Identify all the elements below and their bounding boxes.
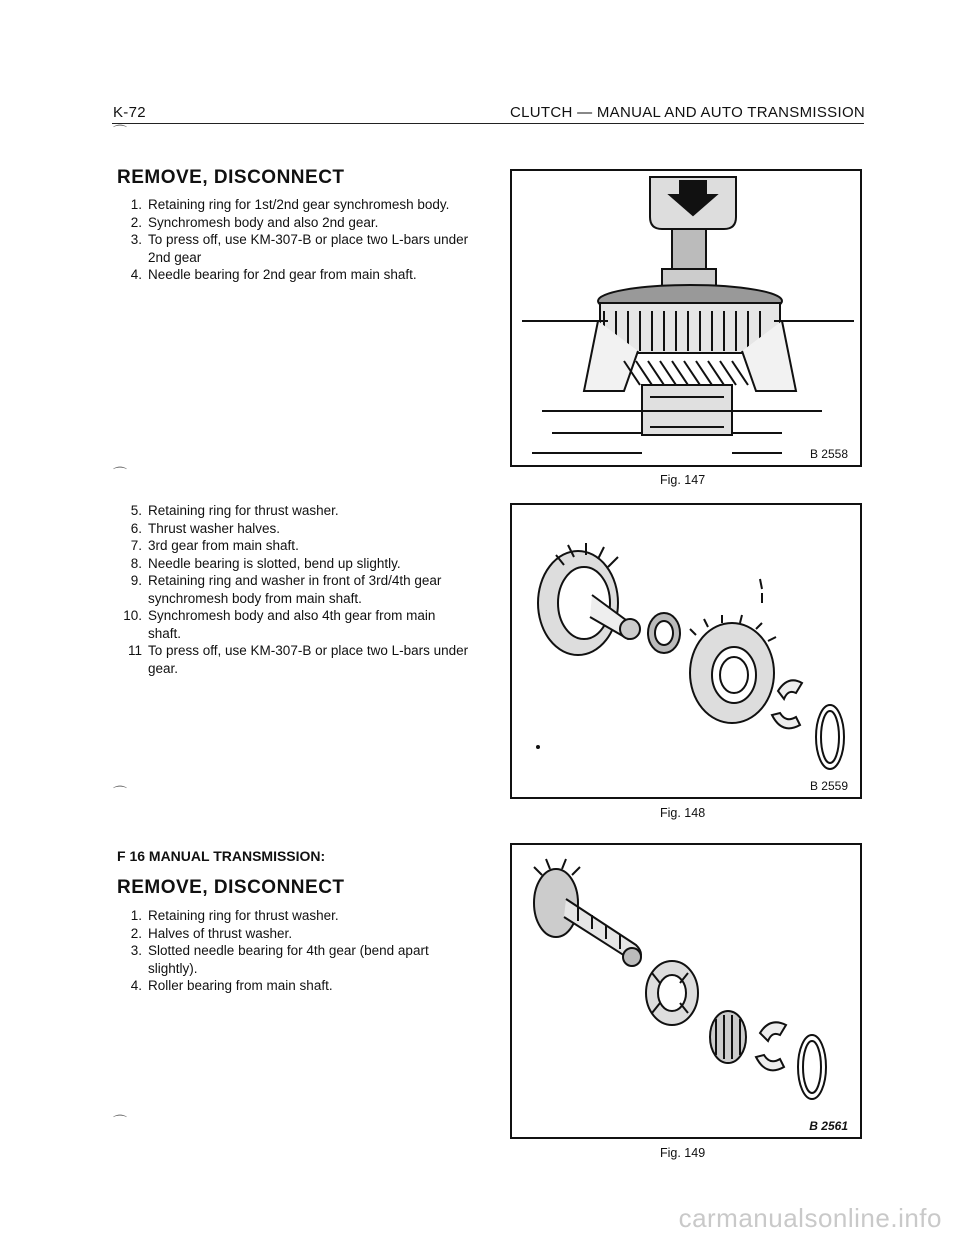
margin-mark: ⌒ [113,1114,127,1130]
subheading-f16-manual-transmission: F 16 MANUAL TRANSMISSION: [117,848,326,864]
list-item: 8. Needle bearing is slotted, bend up slightly. [130,555,401,571]
list-item: 6. Thrust washer halves. [130,520,281,536]
margin-mark: ⌒ [113,466,127,482]
figure-code: B 2559 [809,779,848,793]
figure-147-press-illustration [510,169,862,467]
figure-148-gear-exploded-view [510,503,862,799]
steps-list-1 [120,196,470,284]
margin-mark: ⌒ [113,785,127,801]
list-item: 2. Synchromesh body and also 2nd gear. [130,214,379,230]
list-item: 3. Slotted needle bearing for 4th gear (bend apart slightly). [130,943,429,976]
heading-remove-disconnect-2: REMOVE, DISCONNECT [117,877,345,898]
steps-list-2 [120,502,470,677]
figure-149-bearing-exploded-view [510,843,862,1139]
list-item: 11 To press off, use KM-307-B or place two L-bars under gear. [127,643,469,676]
list-item: 3. To press off, use KM-307-B or place two L-bars under 2nd gear [130,232,469,265]
list-item: 4. Needle bearing for 2nd gear from main shaft. [130,267,417,282]
figure-code: B 2561 [809,1119,848,1133]
gear-exploded-drawing [512,505,860,797]
page-number: K-72 [113,104,146,121]
list-item: 7. 3rd gear from main shaft. [130,538,299,553]
list-item: 4. Roller bearing from main shaft. [130,978,333,993]
figure-code: B 2558 [809,447,848,461]
list-item: 10. Synchromesh body and also 4th gear from main shaft. [123,608,436,641]
figure-caption: Fig. 149 [660,1146,706,1160]
figure-caption: Fig. 147 [660,473,706,487]
press-assembly-drawing [512,171,860,465]
section-title: CLUTCH — MANUAL AND AUTO TRANSMISSION [510,104,866,121]
list-item: 1. Retaining ring for 1st/2nd gear synchromesh body. [130,197,450,212]
header-rule [112,123,864,124]
list-item: 5. Retaining ring for thrust washer. [130,503,339,518]
list-item: 1. Retaining ring for thrust washer. [130,908,339,923]
list-item: 2. Halves of thrust washer. [130,925,293,941]
bearing-exploded-drawing [512,845,860,1137]
margin-mark: ⌒ [113,124,127,140]
list-item: 9. Retaining ring and washer in front of 3rd/4th gear synchromesh body from main shaft. [130,573,442,606]
steps-list-3 [120,907,470,995]
heading-remove-disconnect-1: REMOVE, DISCONNECT [117,167,345,188]
watermark: carmanualsonline.info [678,1203,942,1233]
figure-caption: Fig. 148 [660,806,706,820]
